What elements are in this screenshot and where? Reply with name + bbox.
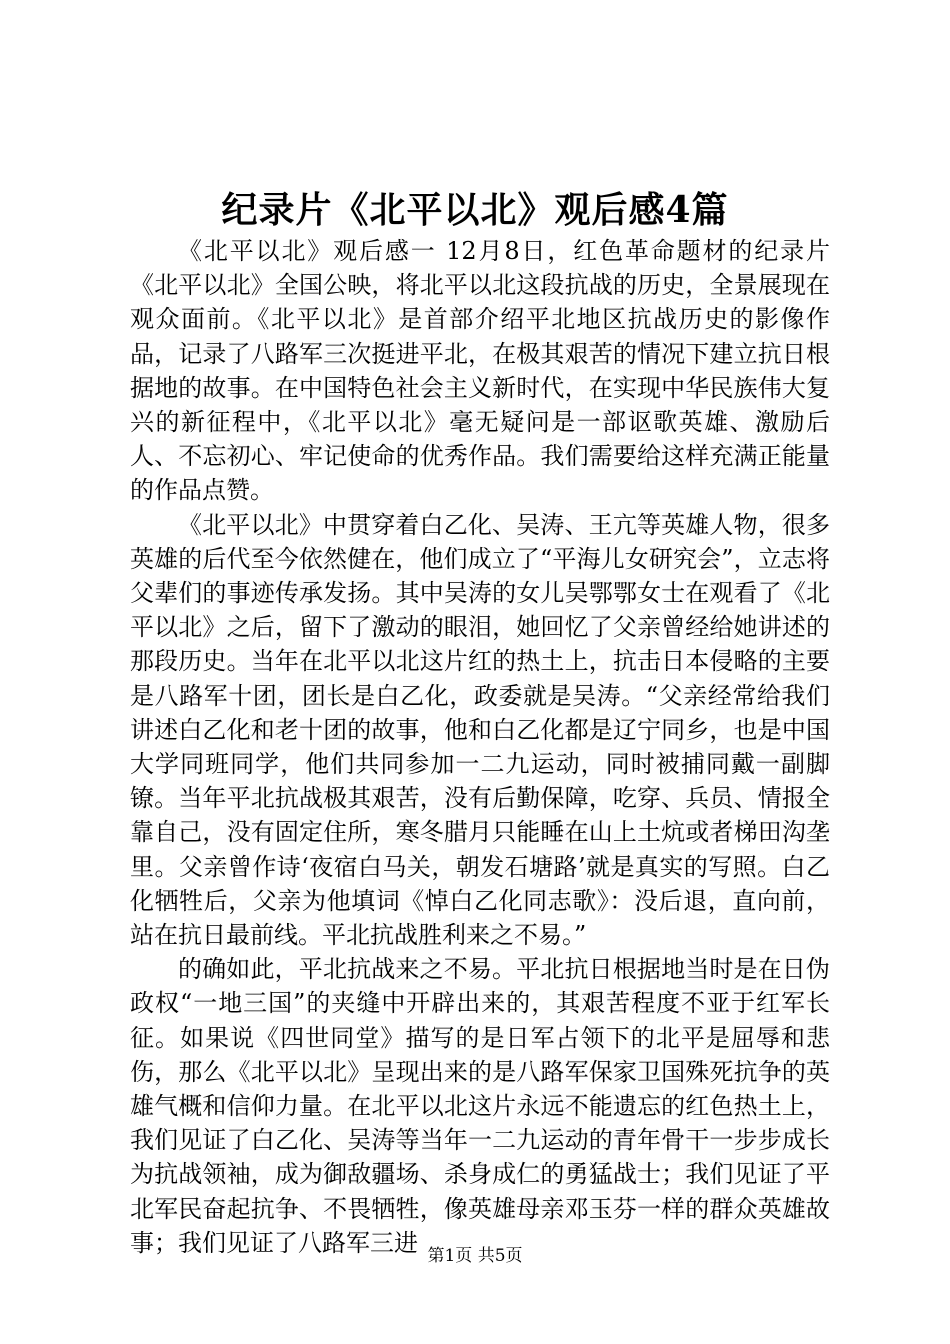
paragraph-3: 的确如此，平北抗战来之不易。平北抗日根据地当时是在日伪政权“一地三国”的夹缝中开辟出来的，其艰苦程度不亚于红军长征。如果说《四世同堂》描写的是日军占领下的北平是屈辱和悲伤，那么《北平以北》呈现出来的是八路军保家卫国殊死抗争的英雄气概和信仰力量。在北平以北这片永远不能遗忘的红色热土上，我们见证了白乙化、吴涛等当年一二九运动的青年骨干一步步成长为抗战领袖，成为御敌疆场、杀身成仁的勇猛战士；我们见证了平北军民奋起抗争、不畏牺牲，像英雄母亲邓玉芬一样的群众英雄故事；我们见证了八路军三进 <box>130 955 830 1257</box>
document-title: 纪录片《北平以北》观后感4篇 <box>221 189 729 231</box>
paragraph-2: 《北平以北》中贯穿着白乙化、吴涛、王亢等英雄人物，很多英雄的后代至今依然健在，他们成立了“平海儿女研究会”，立志将父辈们的事迹传承发扬。其中吴涛的女儿吴鄂鄂女士在观看了《北平以北》之后，留下了激动的眼泪，她回忆了父亲曾经给她讲述的那段历史。当年在北平以北这片红的热土上，抗击日本侵略的主要是八路军十团，团长是白乙化，政委就是吴涛。“父亲经常给我们讲述白乙化和老十团的故事，他和白乙化都是辽宁同乡，也是中国大学同班同学，他们共同参加一二九运动，同时被捕同戴一副脚镣。当年平北抗战极其艰苦，没有后勤保障，吃穿、兵员、情报全靠自己，没有固定住所，寒冬腊月只能睡在山上土炕或者梯田沟垄里。父亲曾作诗‘夜宿白马关，朝发石塘路’就是真实的写照。白乙化牺牲后，父亲为他填词《悼白乙化同志歌》：没后退，直向前，站在抗日最前线。平北抗战胜利来之不易。” <box>130 510 830 950</box>
document-body <box>130 234 830 1260</box>
page-number-footer: 第1页 共5页 <box>427 1246 523 1266</box>
paragraph-1: 《北平以北》观后感一 12月8日，红色革命题材的纪录片《北平以北》全国公映，将北平以北这段抗战的历史，全景展现在观众面前。《北平以北》是首部介绍平北地区抗战历史的影像作品，记录了八路军三次挺进平北，在极其艰苦的情况下建立抗日根据地的故事。在中国特色社会主义新时代，在实现中华民族伟大复兴的新征程中，《北平以北》毫无疑问是一部讴歌英雄、激励后人、不忘初心、牢记使命的优秀作品。我们需要给这样充满正能量的作品点赞。 <box>130 237 830 505</box>
